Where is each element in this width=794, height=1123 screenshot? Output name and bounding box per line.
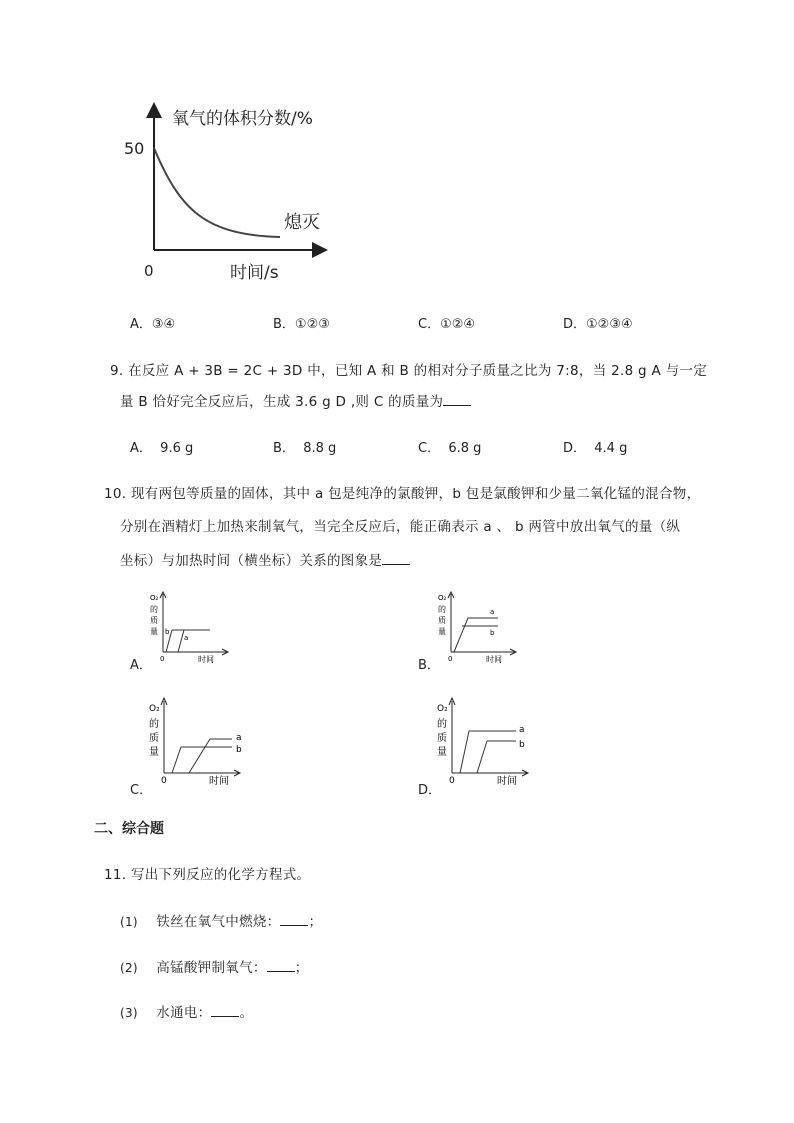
q10-line-2: 分别在酒精灯上加热来制氧气，当完全反应后，能正确表示 a 、 b 两管中放出氧气的量（纵 — [120, 519, 681, 535]
q10-option-a[interactable]: A． — [130, 658, 152, 673]
q9-line-2 — [120, 390, 471, 410]
q11-item-1 — [120, 910, 322, 930]
graph-d-ylabel-de: 的 — [437, 719, 447, 730]
graph-b-ylabel-de: 的 — [438, 605, 446, 614]
option-letter: D． — [563, 317, 587, 332]
graph-c-label-b: b — [236, 745, 242, 755]
q9-line-1: 9. 在反应 A + 3B = 2C + 3D 中，已知 A 和 B 的相对分子质量之比为 7:8，当 2.8 g A 与一定 — [110, 363, 708, 379]
item-text: 高锰酸钾制氧气： — [156, 960, 267, 976]
graph-a-ylabel-o2: O₂ — [150, 594, 159, 602]
graph-d-line-b — [477, 741, 516, 773]
graph-b-ylabel-o2: O₂ — [438, 594, 447, 602]
option-text: ①②③④ — [586, 317, 633, 332]
option-letter: B． — [273, 441, 295, 456]
item-end: 。 — [239, 1005, 254, 1021]
q10-graph-c — [144, 695, 244, 787]
answer-blank[interactable] — [280, 913, 308, 926]
graph-b-ylabel-zhi: 质 — [438, 616, 446, 625]
graph-d-ylabel-o2: O₂ — [437, 704, 448, 714]
option-letter: D． — [563, 441, 587, 456]
option-letter: C． — [418, 317, 441, 332]
graph-d-ylabel-zhi: 质 — [437, 733, 447, 744]
graph-c-label-a: a — [236, 733, 242, 743]
section-heading: 二、综合题 — [94, 821, 164, 837]
graph-d-label-b: b — [519, 740, 525, 750]
graph-a-label-b: b — [165, 628, 170, 636]
answer-blank[interactable] — [382, 552, 410, 565]
q10-graph-b — [432, 590, 522, 666]
graph-b-xlabel: 时间 — [486, 655, 502, 664]
graph-ylabel: 氧气的体积分数/% — [172, 109, 313, 129]
item-number: (1) — [120, 915, 138, 929]
graph-a-ylabel-de: 的 — [150, 605, 158, 614]
q9-option-b[interactable] — [273, 437, 336, 456]
graph-b-ylabel-liang: 量 — [438, 627, 446, 636]
graph-a-label-a: a — [184, 634, 189, 642]
option-letter: A． — [130, 317, 152, 332]
graph-c-xlabel: 时间 — [209, 776, 229, 787]
q11-stem: 11. 写出下列反应的化学方程式。 — [104, 867, 311, 883]
q8-option-d[interactable] — [563, 313, 633, 332]
graph-d-ylabel-liang: 量 — [437, 747, 447, 758]
graph-c-ylabel-liang: 量 — [149, 747, 159, 758]
q9-option-d[interactable] — [563, 437, 627, 456]
q11-item-2 — [120, 956, 309, 976]
answer-blank[interactable] — [267, 959, 295, 972]
graph-b-label-b: b — [490, 629, 495, 637]
graph-d-label-a: a — [519, 725, 525, 735]
option-text: 9.6 g — [160, 441, 194, 456]
option-text: ③④ — [151, 317, 176, 332]
q11-item-3 — [120, 1001, 253, 1021]
q8-option-b[interactable] — [273, 313, 330, 332]
graph-d-origin: 0 — [449, 776, 455, 786]
graph-c-line-a — [189, 739, 232, 773]
item-text: 铁丝在氧气中燃烧： — [156, 914, 281, 930]
q10-line-3-text: 坐标）与加热时间（横坐标）关系的图象是 — [120, 553, 383, 569]
q8-option-c[interactable] — [418, 313, 475, 332]
graph-origin: 0 — [144, 262, 154, 280]
option-letter: C． — [418, 441, 441, 456]
graph-c-ylabel-zhi: 质 — [149, 733, 159, 744]
graph-c-line-b — [172, 747, 232, 773]
q10-option-d[interactable]: D． — [418, 783, 442, 798]
decay-curve — [154, 148, 280, 237]
item-end: ； — [294, 960, 309, 976]
q9-option-c[interactable] — [418, 437, 481, 456]
oxygen-fraction-graph — [110, 100, 360, 290]
graph-c-ylabel-o2: O₂ — [149, 704, 160, 714]
item-number: (2) — [120, 961, 138, 975]
graph-a-ylabel-liang: 量 — [150, 627, 158, 636]
item-number: (3) — [120, 1006, 138, 1020]
graph-a-origin: 0 — [160, 655, 165, 663]
graph-a-ylabel-zhi: 质 — [150, 616, 158, 625]
graph-c-ylabel-de: 的 — [149, 719, 159, 730]
q8-option-a[interactable] — [130, 313, 175, 332]
graph-y-tick-50: 50 — [124, 139, 145, 158]
item-end: ； — [308, 914, 323, 930]
graph-annotation: 熄灭 — [284, 212, 320, 233]
graph-d-line-a — [460, 731, 516, 773]
answer-blank[interactable] — [443, 393, 471, 406]
q10-line-1: 10. 现有两包等质量的固体，其中 a 包是纯净的氯酸钾，b 包是氯酸钾和少量二氧化锰的混合物， — [104, 486, 701, 502]
q9-option-a[interactable] — [130, 437, 193, 456]
option-text: ①②④ — [440, 317, 476, 332]
item-text: 水通电： — [156, 1005, 212, 1021]
option-letter: A． — [130, 441, 152, 456]
option-text: ①②③ — [294, 317, 330, 332]
q10-option-b[interactable]: B． — [418, 658, 440, 673]
answer-blank[interactable] — [211, 1004, 239, 1017]
graph-b-label-a: a — [490, 608, 495, 616]
q10-graph-a — [144, 590, 234, 666]
q10-line-3 — [120, 549, 410, 569]
q10-option-c[interactable]: C． — [130, 783, 153, 798]
q10-graph-d — [432, 695, 532, 787]
option-text: 8.8 g — [303, 441, 337, 456]
graph-d-xlabel: 时间 — [497, 776, 517, 787]
q9-line-2-text: 量 B 恰好完全反应后，生成 3.6 g D ,则 C 的质量为 — [120, 394, 444, 410]
option-text: 4.4 g — [594, 441, 628, 456]
graph-c-origin: 0 — [161, 776, 167, 786]
graph-xlabel: 时间/s — [230, 263, 279, 283]
option-text: 6.8 g — [448, 441, 482, 456]
graph-a-xlabel: 时间 — [198, 655, 214, 664]
graph-b-origin: 0 — [448, 655, 453, 663]
option-letter: B． — [273, 317, 295, 332]
